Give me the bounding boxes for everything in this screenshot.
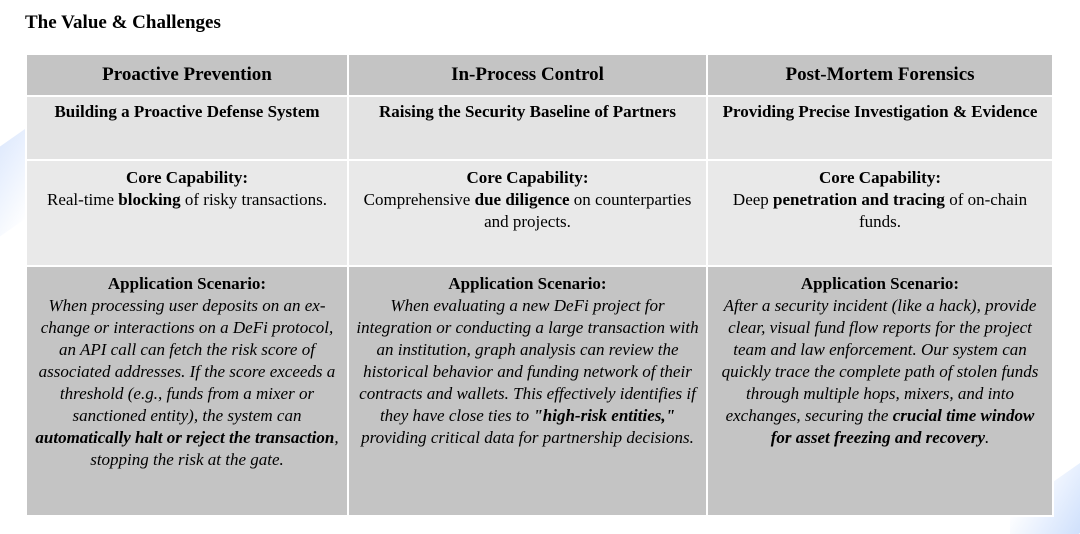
- capability-text: Comprehensive: [363, 190, 475, 209]
- application-scenario-label: Application Scenario:: [800, 274, 960, 293]
- header-row: [26, 54, 1053, 96]
- column-header-in-process-control: In-Process Control: [348, 54, 707, 96]
- scenario-text: , stopping the risk at the gate.: [90, 428, 339, 469]
- capability-text: Real-time: [47, 190, 119, 209]
- core-capability-label: Core Capability:: [466, 168, 589, 187]
- subtitle-cell: Raising the Security Baseline of Partners: [348, 96, 707, 160]
- core-capability-cell: [348, 160, 707, 266]
- scenario-emphasis: crucial time window for asset freezing and recovery: [770, 406, 1035, 447]
- scenario-text: After a security incident (like a hack), provide clear, visual fund flow reports for the project team and law enforcement. Our system can quickly trace the complete path of stolen funds through multiple hops, mixers, and into exchanges, securing the: [721, 296, 1039, 425]
- scenario-text: When processing user deposits on an ex-change or interactions on a DeFi protocol, an API call can fetch the risk score of associated addresses. If the score exceeds a threshold (e.g., funds from a mixer or sanctioned entity), the system can: [38, 296, 336, 425]
- column-header-post-mortem-forensics: Post-Mortem Forensics: [707, 54, 1053, 96]
- capability-emphasis: penetration and tracing: [773, 190, 945, 209]
- application-scenario-cell: [26, 266, 348, 516]
- scenario-text: providing critical data for partnership decisions.: [361, 428, 694, 447]
- application-scenario-cell: [348, 266, 707, 516]
- subtitle-cell: Building a Proactive Defense System: [26, 96, 348, 160]
- capability-text: of risky transactions.: [180, 190, 327, 209]
- capability-emphasis: due diligence: [474, 190, 570, 209]
- core-capability-row: [26, 160, 1053, 266]
- scenario-emphasis: "high-risk entities,": [533, 406, 676, 425]
- page-title: The Value & Challenges: [25, 12, 221, 33]
- capability-text: on counterparties and projects.: [484, 190, 692, 231]
- scenario-text: .: [985, 428, 990, 447]
- capability-text: Deep: [732, 190, 774, 209]
- scenario-text: When evaluating a new DeFi project for integration or conducting a large transaction with an institution, graph analysis can review the historical behavior and funding network of their contracts and wallets. This effectively identifies if they have close ties to: [356, 296, 699, 425]
- core-capability-label: Core Capability:: [819, 168, 941, 187]
- subtitle-cell: Providing Precise Investigation & Evidence: [707, 96, 1053, 160]
- capability-emphasis: blocking: [118, 190, 181, 209]
- application-scenario-row: [26, 266, 1053, 516]
- scenario-emphasis: automatically halt or reject the transaction: [35, 428, 335, 447]
- subtitle-row: [26, 96, 1053, 160]
- core-capability-cell: [26, 160, 348, 266]
- core-capability-label: Core Capability:: [126, 168, 248, 187]
- application-scenario-label: Application Scenario:: [107, 274, 267, 293]
- application-scenario-label: Application Scenario:: [448, 274, 607, 293]
- capability-text: of on-chain funds.: [858, 190, 1028, 231]
- value-challenges-table: [25, 53, 1054, 517]
- core-capability-cell: [707, 160, 1053, 266]
- application-scenario-cell: [707, 266, 1053, 516]
- column-header-proactive-prevention: Proactive Prevention: [26, 54, 348, 96]
